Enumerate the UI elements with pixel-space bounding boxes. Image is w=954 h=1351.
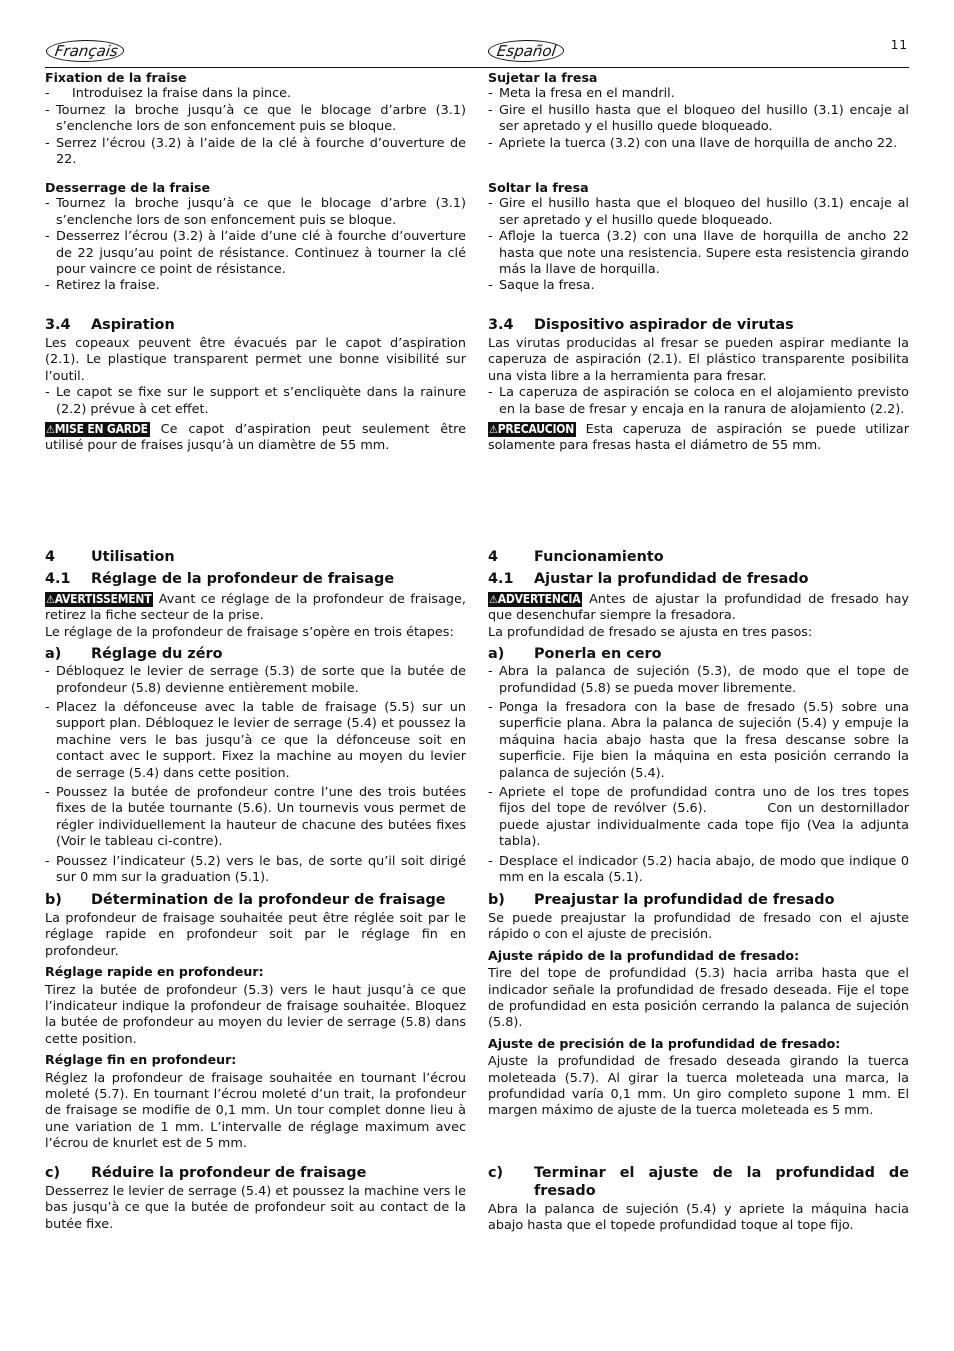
paragraph: La profundidad de fresado se ajusta en tres pasos:: [488, 624, 813, 640]
list-item: - Débloquez le levier de serrage (5.3) de sorte que la butée de profondeur (5.8) devienne entièrement mobile.: [45, 664, 466, 696]
subsection-heading: c) Terminar el ajuste de la profundidad de fresado: [488, 1165, 909, 1199]
paragraph: Tire del tope de profundidad (5.3) hacia arriba hasta que el indicador señale la profundidad de fresado deseada. Fije el tope de profundidad en esta posición cerrando la palanca de sujeción (5.8).: [488, 966, 909, 1031]
list-item: - La caperuza de aspiración se coloca en el alojamiento previsto en la base de fresar y encaja en la ranura de alojamiento (2.2).: [488, 385, 909, 417]
warning-icon: ⚠: [489, 423, 498, 437]
paragraph: Las virutas producidas al fresar se pueden aspirar mediante la caperuza de aspiración (2.1). El plástico transparente posibilita una vista libre a la herramienta para fresar.: [488, 336, 909, 384]
warning-icon: ⚠: [489, 593, 498, 606]
subheading: Ajuste de precisión de la profundidad de fresado:: [488, 1035, 841, 1051]
loosen-heading: Soltar la fresa: [488, 180, 589, 195]
warning-badge: ⚠ADVERTENCIA: [489, 592, 581, 606]
list-item: - Desserrez l’écrou (3.2) à l’aide d’une clé à fourche d’ouverture de 22 jusqu’au point de résistance. Continuez à tourner la clé pour vaincre ce point de résistance.: [45, 229, 466, 278]
list-item: - Apriete el tope de profundidad contra uno de los tres topes fijos del tope de revólver (5.6). Con un destornillador puede ajustar individualmente cada tope fijo (Vea la adjunta tabla).: [488, 785, 914, 850]
list-item: - Saque la fresa.: [488, 278, 595, 294]
warning-paragraph: ⚠MISE EN GARDE Ce capot d’aspiration peut seulement être utilisé pour de fraises jusqu’à un diamètre de 55 mm.: [45, 422, 466, 454]
section-heading: 4.1 Ajustar la profundidad de fresado: [488, 571, 809, 587]
list-item: - Apriete la tuerca (3.2) con una llave de horquilla de ancho 22.: [488, 135, 898, 151]
page-number: 11: [890, 38, 908, 52]
list-item: - Tournez la broche jusqu’à ce que le blocage d’arbre (3.1) s’enclenche lors de son enfoncement puis se bloque.: [45, 196, 466, 228]
list-item: - Abra la palanca de sujeción (5.3), de modo que el tope de profundidad (5.8) se pueda mover libremente.: [488, 664, 909, 696]
section-heading: 4.1 Réglage de la profondeur de fraisage: [45, 571, 395, 587]
list-item: - Gire el husillo hasta que el bloqueo del husillo (3.1) encaje al ser apretado y el husillo quede bloqueado.: [488, 102, 909, 135]
paragraph: Tirez la butée de profondeur (5.3) vers le haut jusqu’à ce que l’indicateur indique la profondeur de fraisage souhaitée. Bloquez la butée de profondeur au moyen du levier de serrage (5.8) dans cette position.: [45, 982, 466, 1047]
paragraph: Le réglage de la profondeur de fraisage s’opère en trois étapes:: [45, 624, 454, 640]
list-item: - Le capot se fixe sur le support et s’encliquète dans la rainure (2.2) prévue à cet effet.: [45, 385, 466, 417]
list-item: - Poussez la butée de profondeur contre l’une des trois butées fixes de la butée tournante (5.6). Un tournevis vous permet de régler individuellement la hauteur de chacune des butées fixes (Voir le tableau ci-contre).: [45, 785, 466, 850]
section-heading: 3.4 Dispositivo aspirador de virutas: [488, 317, 794, 333]
warning-badge: ⚠PRECAUCION: [489, 422, 575, 437]
subsection-heading: c) Réduire la profondeur de fraisage: [45, 1165, 367, 1181]
warning-icon: ⚠: [46, 423, 55, 437]
list-item: - Introduisez la fraise dans la pince.: [45, 86, 292, 102]
warning-badge: ⚠MISE EN GARDE: [46, 422, 148, 437]
section-heading: 3.4 Aspiration: [45, 317, 175, 333]
subsection-heading: b) Détermination de la profondeur de fraisage: [45, 892, 446, 908]
paragraph: Se puede preajustar la profundidad de fresado con el ajuste rápido o con el ajuste de precisión.: [488, 911, 909, 943]
subheading: Ajuste rápido de la profundidad de fresado:: [488, 947, 800, 963]
list-item: - Gire el husillo hasta que el bloqueo del husillo (3.1) encaje al ser apretado y el husillo quede bloqueado.: [488, 196, 909, 228]
paragraph: Desserrez le levier de serrage (5.4) et poussez la machine vers le bas jusqu’à ce que la butée de profondeur soit au contact de la butée fixe.: [45, 1184, 466, 1232]
list-item: - Placez la défonceuse avec la table de fraisage (5.5) sur un support plan. Débloquez le levier de serrage (5.4) et poussez la machine vers le bas jusqu’à ce que la défonceuse soit en contact avec le support. Fixez la machine au moyen du levier de serrage (5.4) dans cette position.: [45, 700, 466, 781]
subsection-heading: a) Ponerla en cero: [488, 646, 662, 663]
list-item: - Desplace el indicador (5.2) hacia abajo, de modo que indique 0 mm en la escala (5.1).: [488, 853, 909, 886]
loosen-heading: Desserrage de la fraise: [45, 180, 211, 195]
paragraph: Réglez la profondeur de fraisage souhaitée en tournant l’écrou moleté (5.7). En tournant l’écrou moleté d’un trait, la profondeur de fraisage se modifie de 0,1 mm. Un tour complet donne lieu à une variation de 1 mm. L’intervalle de réglage maximum avec l’écrou de knurlet est de 5 mm.: [45, 1070, 466, 1152]
section-heading: 4 Funcionamiento: [488, 549, 664, 565]
warning-icon: ⚠: [46, 593, 55, 606]
warning-paragraph: ⚠ADVERTENCIA Antes de ajustar la profundidad de fresado hay que desenchufar siempre la fresadora.: [488, 592, 909, 624]
warning-paragraph: ⚠PRECAUCION Esta caperuza de aspiración se puede utilizar solamente para fresas hasta el diámetro de 55 mm.: [488, 422, 909, 454]
language-tag-spanish: Español: [486, 40, 565, 62]
list-item: - Serrez l’écrou (3.2) à l’aide de la clé à fourche d’ouverture de 22.: [45, 135, 466, 168]
list-item: - Poussez l’indicateur (5.2) vers le bas, de sorte qu’il soit dirigé sur 0 mm sur la graduation (5.1).: [45, 853, 466, 886]
paragraph: Abra la palanca de sujeción (5.4) y apriete la máquina hacia abajo hasta que el topede profundidad toque al tope fijo.: [488, 1202, 909, 1234]
paragraph: Ajuste la profundidad de fresado deseada girando la tuerca moleteada (5.7). Al girar la tuerca moleteada una marca, la profundidad varía 0,1 mm. Un giro completo supone 1 mm. El margen máximo de ajuste de la tuerca moleteada es 5 mm.: [488, 1054, 909, 1119]
section-heading: 4 Utilisation: [45, 549, 175, 565]
list-item: - Afloje la tuerca (3.2) con una llave de horquilla de ancho 22 hasta que note una resistencia. Supere esta resistencia girando más la llave de horquilla.: [488, 229, 909, 278]
header-rule: [45, 67, 909, 68]
fix-heading: Sujetar la fresa: [488, 70, 598, 85]
subsection-heading: b) Preajustar la profundidad de fresado: [488, 892, 835, 908]
paragraph: Les copeaux peuvent être évacués par le capot d’aspiration (2.1). Le plastique transparent permet une bonne visibilité sur l’outil.: [45, 336, 466, 384]
subsection-heading: a) Réglage du zéro: [45, 646, 223, 663]
language-tag-french: Français: [44, 40, 125, 62]
warning-badge: ⚠AVERTISSEMENT: [46, 592, 152, 606]
warning-paragraph: ⚠AVERTISSEMENT Avant ce réglage de la profondeur de fraisage, retirez la fiche secteur de la prise.: [45, 592, 466, 624]
list-item: - Tournez la broche jusqu’à ce que le blocage d’arbre (3.1) s’enclenche lors de son enfoncement puis se bloque.: [45, 102, 466, 135]
subheading: Réglage fin en profondeur:: [45, 1052, 237, 1068]
paragraph: La profondeur de fraisage souhaitée peut être réglée soit par le réglage rapide en profondeur soit par le réglage fin en profondeur.: [45, 911, 466, 959]
list-item: - Meta la fresa en el mandril.: [488, 86, 675, 102]
subheading: Réglage rapide en profondeur:: [45, 964, 264, 980]
list-item: - Ponga la fresadora con la base de fresado (5.5) sobre una superficie plana. Abra la palanca de sujeción (5.4) y empuje la máquina hacia abajo hasta que la fresa descanse sobre la superficie. Fije bien la máquina en esta posición cerrando la palanca de sujeción (5.4).: [488, 700, 909, 781]
fix-heading: Fixation de la fraise: [45, 70, 187, 85]
list-item: - Retirez la fraise.: [45, 278, 160, 294]
